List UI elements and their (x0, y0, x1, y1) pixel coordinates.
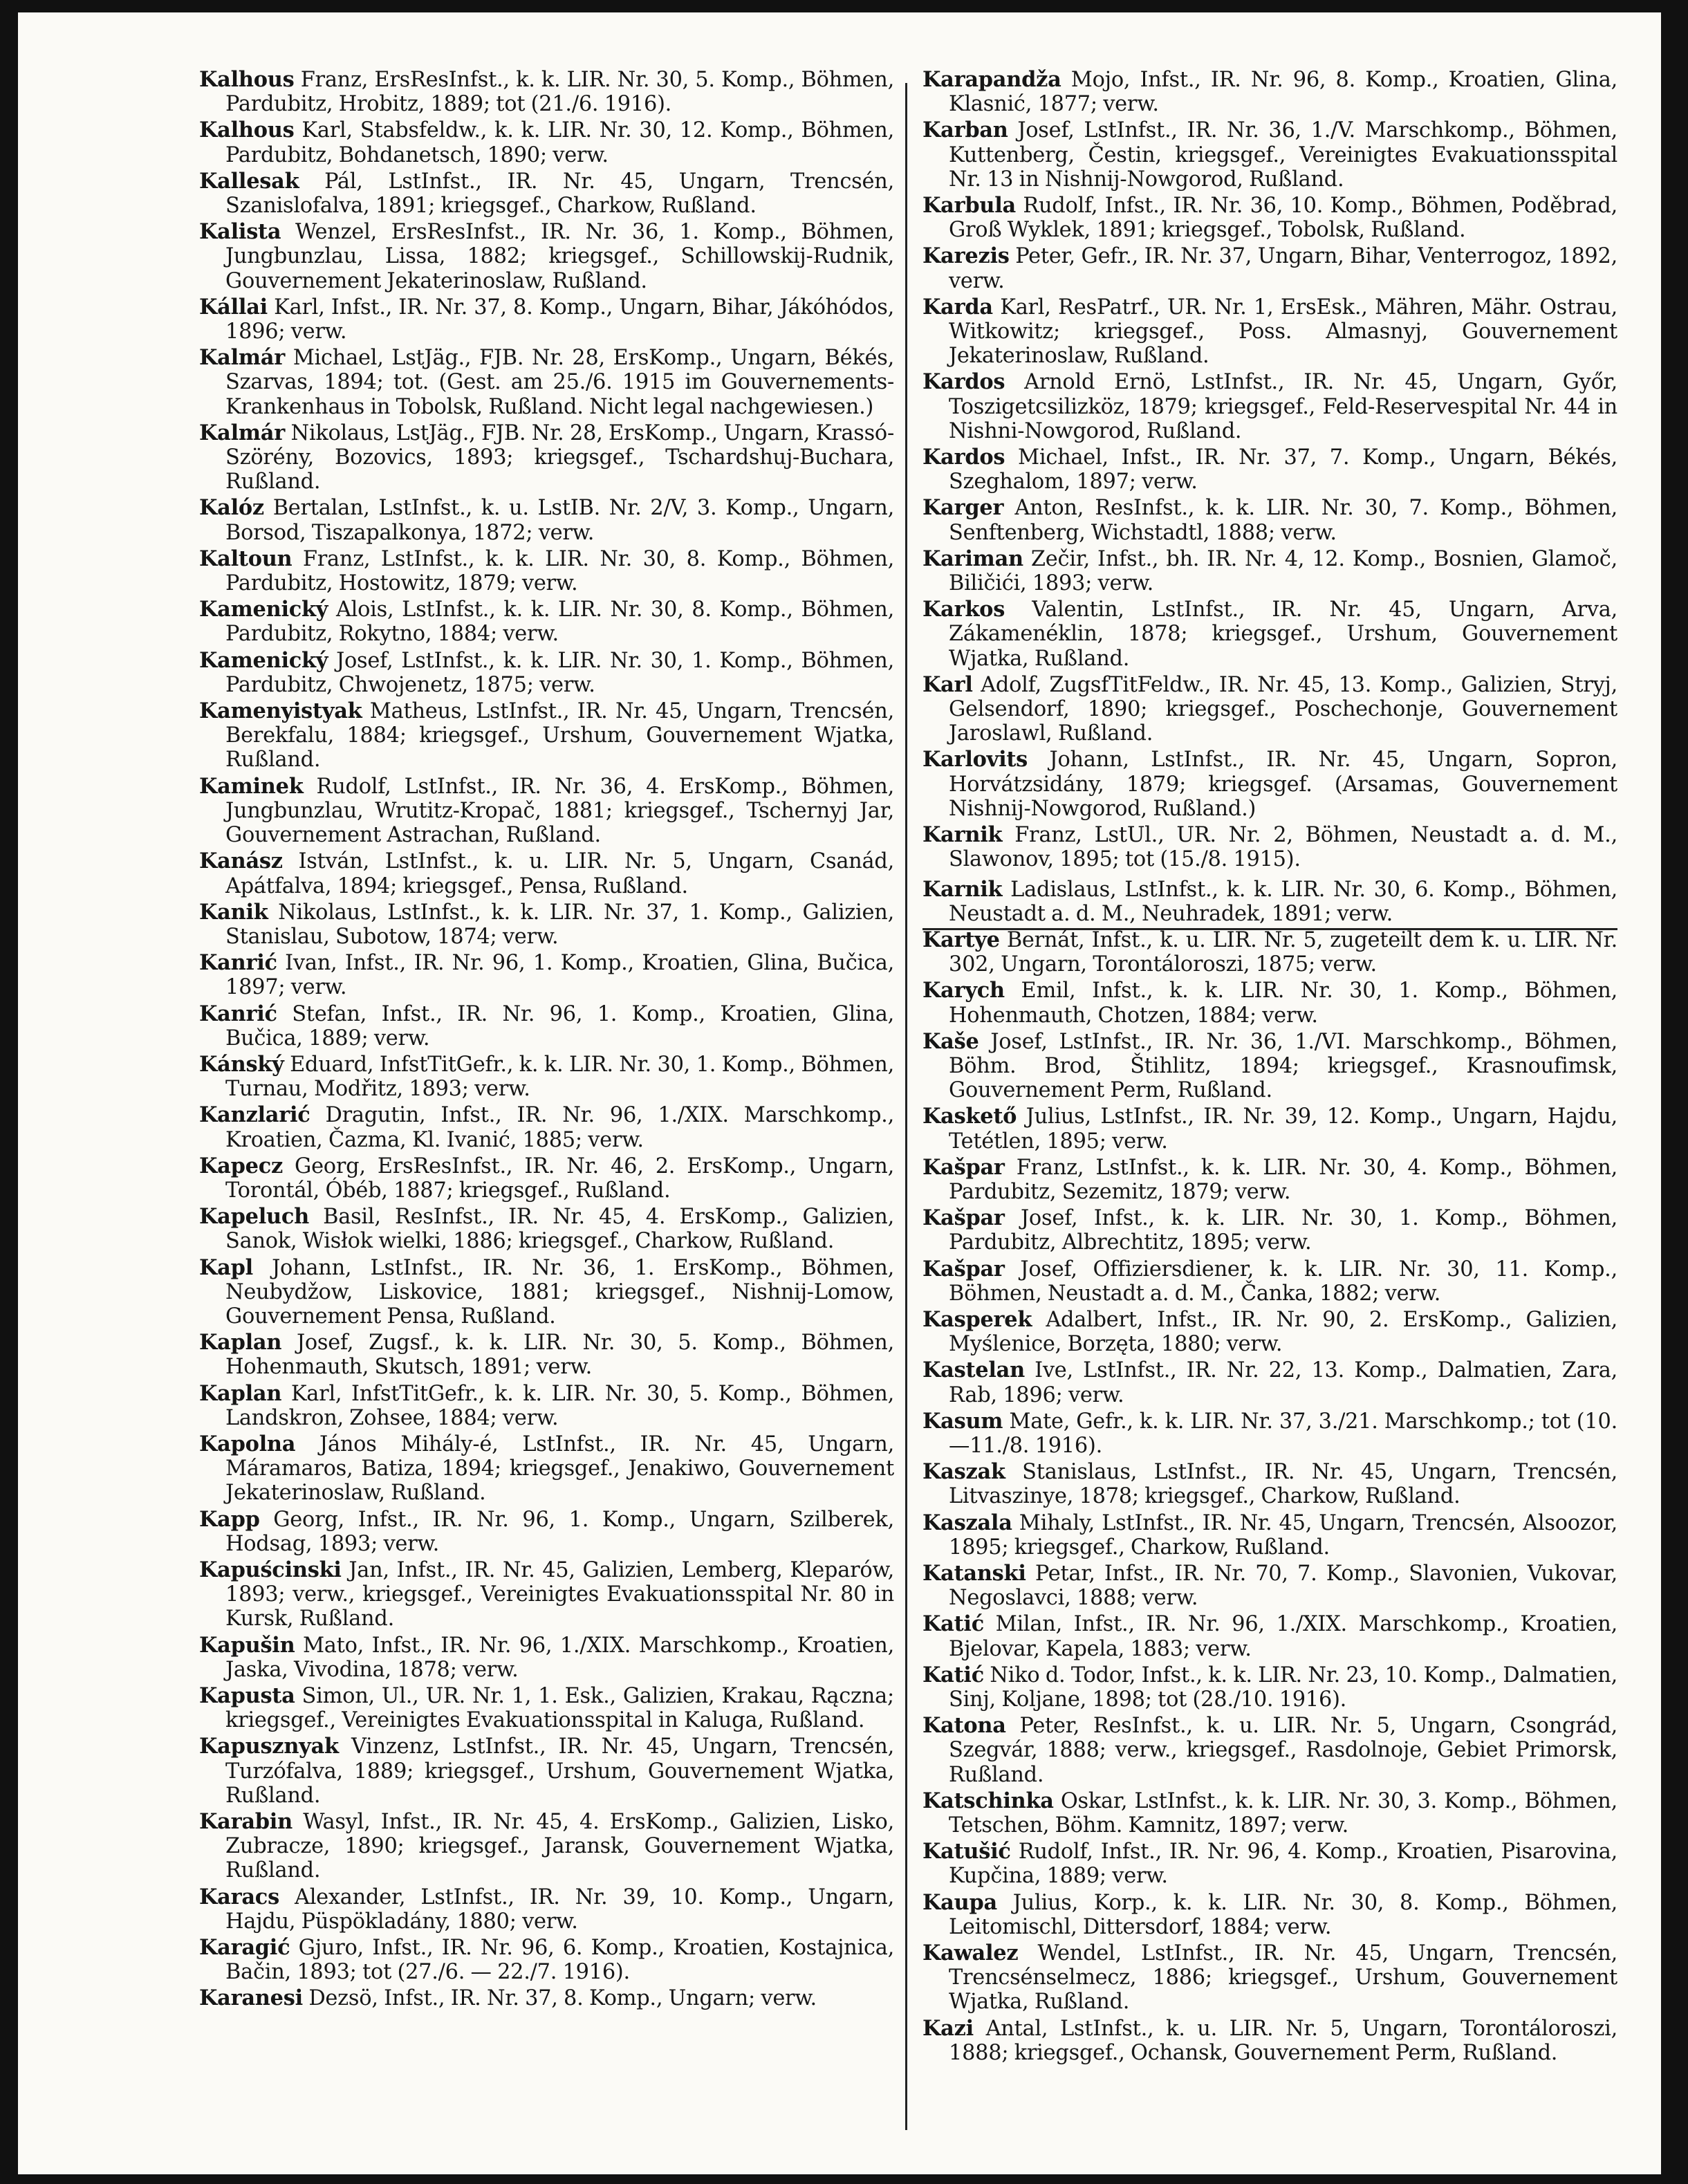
register-entry (199, 1734, 894, 1808)
entry-details: Julius, Korp., k. k. LIR. Nr. 30, 8. Komp., Böhmen, Leitomischl, Dittersdorf, 1884; verw. (949, 1890, 1617, 1939)
entry-details: Vinzenz, LstInfst., IR. Nr. 45, Ungarn, Trencsén, Turzófalva, 1889; kriegsgef., Urshum, Gouvernement Wjatka, Rußland. (225, 1734, 894, 1808)
entry-details: Nikolaus, LstJäg., FJB. Nr. 28, ErsKomp., Ungarn, Krassó-Szörény, Bozovics, 1893; kriegsgef., Tschardshuj-Buchara, Rußland. (225, 420, 894, 494)
entry-details: Dragutin, Infst., IR. Nr. 96, 1./XIX. Marschkomp., Kroatien, Čazma, Kl. Ivanić, 1885; verw. (225, 1103, 894, 1152)
register-entry (199, 1331, 894, 1379)
entry-surname: Karabin (199, 1809, 293, 1835)
entry-details: Matheus, LstInfst., IR. Nr. 45, Ungarn, Trencsén, Berekfalu, 1884; kriegsgef., Urshum, Gouvernement Wjatka, Rußland. (225, 699, 894, 772)
right-column (922, 68, 1617, 2067)
entry-details: János Mihály-é, LstInfst., IR. Nr. 45, Ungarn, Máramaros, Batiza, 1894; kriegsgef., Jenakiwo, Gouvernement Jekaterinoslaw, Rußland. (225, 1432, 894, 1506)
register-entry (199, 1432, 894, 1506)
right-column-top (922, 68, 1617, 872)
register-entry (199, 775, 894, 848)
entry-surname: Kalista (199, 219, 281, 245)
register-entry (199, 421, 894, 494)
register-entry (922, 1562, 1617, 1610)
entry-surname: Kanász (199, 849, 283, 874)
entry-surname: Kamenický (199, 597, 328, 622)
entry-details: Mojo, Infst., IR. Nr. 96, 8. Komp., Kroatien, Glina, Klasnić, 1877; verw. (949, 68, 1617, 117)
entry-details: Johann, LstInfst., IR. Nr. 36, 1. ErsKomp., Böhmen, Neubydžow, Liskovice, 1881; kriegsgef., Nishnij-Lomow, Gouvernement Pensa, Rußland. (225, 1255, 894, 1329)
register-entry (922, 194, 1617, 242)
register-entry (922, 1358, 1617, 1407)
entry-details: Karl, Infst., IR. Nr. 37, 8. Komp., Ungarn, Bihar, Jákóhódos, 1896; verw. (225, 295, 894, 344)
register-entry (199, 346, 894, 419)
entry-surname: Kardos (922, 369, 1005, 395)
entry-surname: Kallesak (199, 168, 299, 194)
entry-surname: Karagić (199, 1935, 290, 1961)
entry-details: Ivan, Infst., IR. Nr. 96, 1. Komp., Kroatien, Glina, Bučica, 1897; verw. (225, 951, 894, 1000)
entry-details: Arnold Ernö, LstInfst., IR. Nr. 45, Ungarn, Győr, Toszigetcsilizköz, 1879; kriegsgef., Feld-Reservespital Nr. 44 in Nishni-Nowgorod, Rußland. (949, 370, 1617, 443)
register-entry (922, 1840, 1617, 1888)
entry-details: Rudolf, Infst., IR. Nr. 96, 4. Komp., Kroatien, Pisarovina, Kupčina, 1889; verw. (949, 1840, 1617, 1889)
entry-details: Emil, Infst., k. k. LIR. Nr. 30, 1. Komp., Böhmen, Hohenmauth, Chotzen, 1884; verw. (949, 979, 1617, 1028)
entry-surname: Kapp (199, 1506, 260, 1532)
register-entry (199, 699, 894, 772)
entry-surname: Karlovits (922, 747, 1028, 772)
entry-surname: Kastelan (922, 1358, 1025, 1383)
register-entry (199, 1154, 894, 1203)
entry-details: Wendel, LstInfst., IR. Nr. 45, Ungarn, Trencsén, Trencsénselmecz, 1886; kriegsgef., Urshum, Gouvernement Wjatka, Rußland. (949, 1941, 1617, 2015)
entry-details: Josef, Offiziersdiener, k. k. LIR. Nr. 30, 11. Komp., Böhmen, Neustadt a. d. M., Čanka, 1882; verw. (949, 1257, 1617, 1306)
register-entry (922, 547, 1617, 595)
register-entry (199, 1053, 894, 1101)
register-entry (922, 68, 1617, 116)
register-entry (922, 928, 1617, 977)
register-entry (199, 951, 894, 999)
register-entry (922, 1104, 1617, 1153)
entry-surname: Katušić (922, 1839, 1011, 1864)
entry-details: Stanislaus, LstInfst., IR. Nr. 45, Ungarn, Trencsén, Litvaszinye, 1878; kriegsgef., Charkow, Rußland. (949, 1460, 1617, 1509)
entry-details: Gjuro, Infst., IR. Nr. 96, 6. Komp., Kroatien, Kostajnica, Bačin, 1893; tot (27./6. — 22./7. 1916). (225, 1936, 894, 1985)
entry-surname: Kanrić (199, 1001, 277, 1026)
entry-details: Bertalan, LstInfst., k. u. LstIB. Nr. 2/V, 3. Komp., Ungarn, Borsod, Tiszapalkonya, 1872; verw. (225, 496, 894, 545)
entry-details: Josef, LstInfst., IR. Nr. 36, 1./VI. Marschkomp., Böhmen, Böhm. Brod, Štihlitz, 1894; kriegsgef., Krasnoufimsk, Gouvernement Perm, Rußland. (949, 1029, 1617, 1103)
entry-details: Nikolaus, LstInfst., k. k. LIR. Nr. 37, 1. Komp., Galizien, Stanislau, Subotow, 1874; verw. (225, 900, 894, 949)
register-entry (922, 748, 1617, 821)
register-entry (199, 169, 894, 218)
register-entry (922, 823, 1617, 871)
entry-surname: Kapl (199, 1255, 253, 1280)
entry-surname: Kasum (922, 1408, 1003, 1434)
register-entry (199, 1103, 894, 1151)
entry-surname: Kapušin (199, 1632, 295, 1658)
entry-details: Georg, ErsResInfst., IR. Nr. 46, 2. ErsKomp., Ungarn, Torontál, Óbéb, 1887; kriegsgef., Rußland. (225, 1154, 894, 1203)
entry-details: Karl, Stabsfeldw., k. k. LIR. Nr. 30, 12. Komp., Böhmen, Pardubitz, Bohdanetsch, 1890; verw. (225, 118, 894, 167)
register-entry (199, 496, 894, 544)
entry-surname: Karapandža (922, 67, 1061, 92)
register-entry (199, 547, 894, 595)
entry-details: Zečir, Infst., bh. IR. Nr. 4, 12. Komp., Bosnien, Glamoč, Biličići, 1893; verw. (949, 546, 1617, 596)
entry-details: Franz, LstUl., UR. Nr. 2, Böhmen, Neustadt a. d. M., Slawonov, 1895; tot (15./8. 1915). (949, 823, 1617, 872)
register-entry (199, 900, 894, 949)
entry-surname: Karban (922, 118, 1008, 143)
register-entry (922, 370, 1617, 443)
entry-details: István, LstInfst., k. u. LIR. Nr. 5, Ungarn, Csanád, Apátfalva, 1894; kriegsgef., Pensa, Rußland. (225, 849, 894, 898)
entry-details: Michael, Infst., IR. Nr. 37, 7. Komp., Ungarn, Békés, Szeghalom, 1897; verw. (949, 445, 1617, 494)
register-entry (199, 1558, 894, 1631)
register-entry (922, 1612, 1617, 1660)
entry-surname: Kánský (199, 1051, 284, 1077)
entry-surname: Kalhous (199, 67, 295, 92)
entry-surname: Kalmár (199, 345, 286, 371)
entry-details: Peter, ResInfst., k. u. LIR. Nr. 5, Ungarn, Csongrád, Szegvár, 1888; verw., kriegsgef., Rasdolnoje, Gebiet Primorsk, Rußland. (949, 1714, 1617, 1787)
entry-surname: Kapeluch (199, 1204, 309, 1230)
register-entry (922, 1789, 1617, 1838)
entry-details: Julius, LstInfst., IR. Nr. 39, 12. Komp., Ungarn, Hajdu, Tetétlen, 1895; verw. (949, 1104, 1617, 1154)
entry-details: Mate, Gefr., k. k. LIR. Nr. 37, 3./21. Marschkomp.; tot (10.—11./8. 1916). (949, 1409, 1617, 1458)
entry-surname: Kamenický (199, 647, 328, 673)
register-entry (922, 1409, 1617, 1458)
register-entry (922, 244, 1617, 293)
entry-details: Oskar, LstInfst., k. k. LIR. Nr. 30, 3. Komp., Böhmen, Tetschen, Böhm. Kamnitz, 1897; verw. (949, 1788, 1617, 1838)
register-entry (922, 1663, 1617, 1712)
entry-surname: Kasperek (922, 1306, 1032, 1332)
column-divider (905, 83, 907, 2130)
entry-details: Mato, Infst., IR. Nr. 96, 1./XIX. Marschkomp., Kroatien, Jaska, Vivodina, 1878; verw. (225, 1633, 894, 1682)
entry-details: Bernát, Infst., k. u. LIR. Nr. 5, zugeteilt dem k. u. LIR. Nr. 302, Ungarn, Torontáloroszi, 1875; verw. (949, 927, 1617, 977)
entry-surname: Kalmár (199, 420, 286, 445)
entry-details: Wasyl, Infst., IR. Nr. 45, 4. ErsKomp., Galizien, Lisko, Zubracze, 1890; kriegsgef., Jaransk, Gouvernement Wjatka, Rußland. (225, 1810, 894, 1883)
register-entry (922, 445, 1617, 494)
entry-surname: Karl (922, 672, 973, 697)
entry-surname: Kazi (922, 2015, 974, 2041)
register-entry (922, 1257, 1617, 1306)
register-entry (922, 1511, 1617, 1560)
entry-details: Wenzel, ErsResInfst., IR. Nr. 36, 1. Komp., Böhmen, Jungbunzlau, Lissa, 1882; kriegsgef., Schillowskij-Rudnik, Gouvernement Jekaterinoslaw, Rußland. (225, 220, 894, 293)
register-entry (922, 295, 1617, 369)
entry-surname: Kamenyistyak (199, 698, 362, 724)
register-entry (922, 1308, 1617, 1356)
entry-details: Peter, Gefr., IR. Nr. 37, Ungarn, Bihar, Venterrogoz, 1892, verw. (949, 244, 1617, 293)
entry-surname: Kaskető (922, 1104, 1017, 1129)
entry-details: Valentin, LstInfst., IR. Nr. 45, Ungarn, Arva, Zákamenéklin, 1878; kriegsgef., Urshum, Gouvernement Wjatka, Rußland. (949, 598, 1617, 671)
entry-details: Josef, LstInfst., k. k. LIR. Nr. 30, 1. Komp., Böhmen, Pardubitz, Chwojenetz, 1875; verw. (225, 648, 894, 697)
entry-surname: Karda (922, 294, 993, 320)
entry-details: Stefan, Infst., IR. Nr. 96, 1. Komp., Kroatien, Glina, Bučica, 1889; verw. (225, 1001, 894, 1051)
entry-surname: Kariman (922, 546, 1023, 571)
register-entry (199, 1508, 894, 1556)
entry-details: Antal, LstInfst., k. u. LIR. Nr. 5, Ungarn, Torontáloroszi, 1888; kriegsgef., Ochansk, Gouvernement Perm, Rußland. (949, 2016, 1617, 2065)
register-entry (199, 118, 894, 167)
entry-details: Ive, LstInfst., IR. Nr. 22, 13. Komp., Dalmatien, Zara, Rab, 1896; verw. (949, 1358, 1617, 1407)
entry-details: Mihaly, LstInfst., IR. Nr. 45, Ungarn, Trencsén, Alsoozor, 1895; kriegsgef., Charkow, Rußland. (949, 1510, 1617, 1560)
entry-surname: Kállai (199, 294, 268, 320)
register-entry (199, 1986, 894, 2010)
entry-details: Rudolf, LstInfst., IR. Nr. 36, 4. ErsKomp., Böhmen, Jungbunzlau, Wrutitz-Kropač, 1881; kriegsgef., Tschernyj Jar, Gouvernement Astrachan, Rußland. (225, 774, 894, 848)
register-entry (922, 1941, 1617, 2015)
register-entry (199, 295, 894, 344)
register-entry (199, 1885, 894, 1934)
register-entry (922, 979, 1617, 1027)
entry-details: Adalbert, Infst., IR. Nr. 90, 2. ErsKomp., Galizien, Myślenice, Borzęta, 1880; verw. (949, 1307, 1617, 1357)
entry-details: Karl, ResPatrf., UR. Nr. 1, ErsEsk., Mähren, Mähr. Ostrau, Witkowitz; kriegsgef., Poss. Almasnyj, Gouvernement Jekaterinoslaw, Rußland. (949, 295, 1617, 369)
entry-surname: Katanski (922, 1560, 1026, 1586)
entry-surname: Karych (922, 978, 1005, 1003)
entry-details: Franz, LstInfst., k. k. LIR. Nr. 30, 8. Komp., Böhmen, Pardubitz, Hostowitz, 1879; verw. (225, 546, 894, 596)
entry-surname: Kaszak (922, 1459, 1005, 1485)
entry-surname: Kaplan (199, 1380, 282, 1406)
entry-surname: Kašpar (922, 1205, 1005, 1231)
document-page (18, 12, 1671, 2174)
register-entry (922, 118, 1617, 192)
entry-surname: Kartye (922, 927, 1000, 952)
entry-surname: Kašpar (922, 1256, 1005, 1281)
right-column-bottom (922, 878, 1617, 2066)
entry-surname: Karnik (922, 876, 1003, 902)
register-entry (199, 1684, 894, 1732)
entry-details: Eduard, InfstTitGefr., k. k. LIR. Nr. 30, 1. Komp., Böhmen, Turnau, Modřitz, 1893; verw. (225, 1052, 894, 1102)
register-entry (922, 496, 1617, 544)
entry-surname: Kardos (922, 445, 1005, 470)
entry-surname: Karanesi (199, 1986, 303, 2011)
register-entry (922, 598, 1617, 671)
register-entry (199, 849, 894, 898)
entry-surname: Kapolna (199, 1431, 296, 1456)
entry-details: Simon, Ul., UR. Nr. 1, 1. Esk., Galizien, Krakau, Rączna; kriegsgef., Vereinigtes Evakuationsspital in Kaluga, Rußland. (225, 1684, 894, 1733)
entry-details: Alois, LstInfst., k. k. LIR. Nr. 30, 8. Komp., Böhmen, Pardubitz, Rokytno, 1884; verw. (225, 598, 894, 647)
entry-surname: Karkos (922, 597, 1005, 622)
entry-details: Dezsö, Infst., IR. Nr. 37, 8. Komp., Ungarn; verw. (302, 1986, 817, 2011)
register-entry (199, 1382, 894, 1430)
register-entry (199, 68, 894, 116)
entry-details: Pál, LstInfst., IR. Nr. 45, Ungarn, Trencsén, Szanislofalva, 1891; kriegsgef., Charkow, Rußland. (225, 169, 894, 219)
entry-details: Petar, Infst., IR. Nr. 70, 7. Komp., Slavonien, Vukovar, Negoslavci, 1888; verw. (949, 1561, 1617, 1611)
entry-details: Johann, LstInfst., IR. Nr. 45, Ungarn, Sopron, Horvátzsidány, 1879; kriegsgef. (Arsamas, Gouvernement Nishnij-Nowgorod, Rußland.) (949, 748, 1617, 821)
entry-surname: Kaupa (922, 1889, 997, 1915)
register-entry (922, 878, 1617, 926)
entry-surname: Kanik (199, 899, 268, 925)
entry-surname: Karacs (199, 1884, 279, 1909)
entry-surname: Katić (922, 1662, 984, 1687)
entry-surname: Kaszala (922, 1510, 1012, 1535)
entry-surname: Kawalez (922, 1941, 1019, 1966)
register-entry (922, 1156, 1617, 1204)
register-entry (922, 1891, 1617, 1939)
entry-surname: Kapecz (199, 1153, 283, 1178)
entry-details: Josef, LstInfst., IR. Nr. 36, 1./V. Marschkomp., Böhmen, Kuttenberg, Čestin, kriegsgef., Vereinigtes Evakuationsspital Nr. 13 in Nishnij-Nowgorod, Rußland. (949, 118, 1617, 192)
entry-surname: Kašpar (922, 1154, 1005, 1180)
register-entry (199, 1936, 894, 1984)
register-entry (199, 598, 894, 646)
entry-surname: Kalhous (199, 118, 295, 143)
entry-surname: Kaše (922, 1028, 979, 1054)
register-entry (922, 1206, 1617, 1255)
entry-surname: Kaltoun (199, 546, 293, 571)
left-column (199, 68, 894, 2013)
register-entry (922, 1460, 1617, 1508)
register-entry (922, 1714, 1617, 1787)
entry-surname: Katschinka (922, 1788, 1054, 1813)
entry-details: Franz, ErsResInfst., k. k. LIR. Nr. 30, 5. Komp., Böhmen, Pardubitz, Hrobitz, 1889; tot (21./6. 1916). (225, 68, 894, 117)
entry-surname: Katona (922, 1713, 1006, 1739)
entry-details: Ladislaus, LstInfst., k. k. LIR. Nr. 30, 6. Komp., Böhmen, Neustadt a. d. M., Neuhradek, 1891; verw. (949, 877, 1617, 926)
entry-details: Jan, Infst., IR. Nr. 45, Galizien, Lemberg, Kleparów, 1893; verw., kriegsgef., Vereinigtes Evakuationsspital Nr. 80 in Kursk, Rußland. (225, 1557, 894, 1631)
entry-details: Niko d. Todor, Infst., k. k. LIR. Nr. 23, 10. Komp., Dalmatien, Sinj, Koljane, 1898; tot (28./10. 1916). (949, 1663, 1617, 1712)
register-entry (199, 1002, 894, 1051)
register-entry (199, 220, 894, 293)
entry-surname: Kapusta (199, 1683, 295, 1708)
entry-details: Milan, Infst., IR. Nr. 96, 1./XIX. Marschkomp., Kroatien, Bjelovar, Kapela, 1883; verw. (949, 1612, 1617, 1661)
register-entry (922, 2017, 1617, 2065)
register-entry (922, 673, 1617, 746)
entry-surname: Kanzlarić (199, 1102, 310, 1128)
entry-surname: Karezis (922, 243, 1010, 269)
entry-details: Rudolf, Infst., IR. Nr. 36, 10. Komp., Böhmen, Poděbrad, Groß Wyklek, 1891; kriegsgef., Tobolsk, Rußland. (949, 194, 1617, 243)
entry-details: Alexander, LstInfst., IR. Nr. 39, 10. Komp., Ungarn, Hajdu, Püspökladány, 1880; verw. (225, 1885, 894, 1934)
register-entry (199, 1810, 894, 1883)
entry-details: Karl, InfstTitGefr., k. k. LIR. Nr. 30, 5. Komp., Böhmen, Landskron, Zohsee, 1884; verw. (225, 1381, 894, 1430)
entry-details: Anton, ResInfst., k. k. LIR. Nr. 30, 7. Komp., Böhmen, Senftenberg, Wichstadtl, 1888; verw. (949, 496, 1617, 545)
entry-details: Josef, Infst., k. k. LIR. Nr. 30, 1. Komp., Böhmen, Pardubitz, Albrechtitz, 1895; verw. (949, 1206, 1617, 1255)
entry-details: Basil, ResInfst., IR. Nr. 45, 4. ErsKomp., Galizien, Sanok, Wisłok wielki, 1886; kriegsgef., Charkow, Rußland. (225, 1205, 894, 1254)
entry-surname: Kaplan (199, 1330, 282, 1355)
register-entry (199, 1205, 894, 1253)
scan-edge (1661, 12, 1671, 2174)
register-entry (199, 649, 894, 697)
entry-details: Michael, LstJäg., FJB. Nr. 28, ErsKomp., Ungarn, Békés, Szarvas, 1894; tot. (Gest. am 25./6. 1915 im Gouvernements-Krankenhaus in Tobolsk, Rußland. Nicht legal nachgewiesen.) (225, 346, 894, 419)
register-entry (199, 1256, 894, 1329)
entry-surname: Kaminek (199, 773, 304, 799)
entry-surname: Kanrić (199, 950, 277, 976)
entry-surname: Katić (922, 1611, 984, 1637)
entry-details: Franz, LstInfst., k. k. LIR. Nr. 30, 4. Komp., Böhmen, Pardubitz, Sezemitz, 1879; verw. (949, 1155, 1617, 1204)
register-entry (922, 1030, 1617, 1103)
entry-surname: Kapusznyak (199, 1734, 339, 1759)
entry-surname: Karger (922, 495, 1004, 521)
entry-surname: Karbula (922, 193, 1016, 219)
entry-details: Josef, Zugsf., k. k. LIR. Nr. 30, 5. Komp., Böhmen, Hohenmauth, Skutsch, 1891; verw. (225, 1331, 894, 1380)
entry-details: Georg, Infst., IR. Nr. 96, 1. Komp., Ungarn, Szilberek, Hodsag, 1893; verw. (225, 1507, 894, 1556)
entry-surname: Kapuścinski (199, 1557, 342, 1582)
entry-surname: Kalóz (199, 495, 264, 521)
register-entry (199, 1634, 894, 1682)
entry-surname: Karnik (922, 822, 1003, 848)
entry-details: Adolf, ZugsfTitFeldw., IR. Nr. 45, 13. Komp., Galizien, Stryj, Gelsendorf, 1890; kriegsgef., Poschechonje, Gouvernement Jaroslawl, Rußland. (949, 672, 1617, 746)
